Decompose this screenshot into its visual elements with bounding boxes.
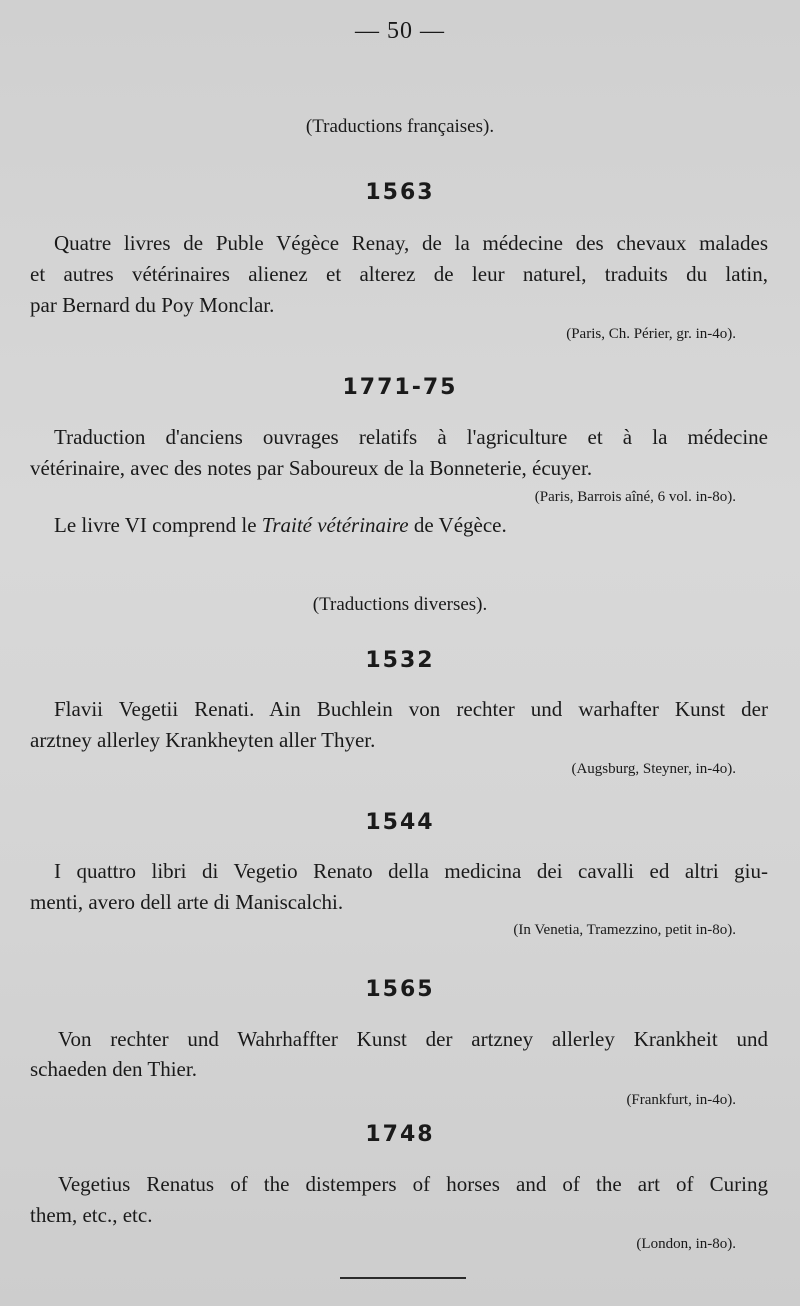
entry-text-line: et autres vétérinaires alienez et alterez de leur naturel, traduits du latin,: [30, 262, 768, 286]
note-text: de Végèce.: [408, 513, 507, 537]
entry-text-line: I quattro libri di Vegetio Renato della medicina dei cavalli ed altri giu-: [54, 859, 768, 883]
entry-text-line: arztney allerley Krankheyten aller Thyer.: [30, 728, 376, 752]
section-heading-other: (Traductions diverses).: [312, 594, 488, 615]
entry-imprint: (Augsburg, Steyner, in-4o).: [571, 761, 736, 777]
entry-text-line: Von rechter und Wahrhaffter Kunst der artzney allerley Krankheit und: [58, 1027, 768, 1051]
entry-text-line: Flavii Vegetii Renati. Ain Buchlein von rechter und warhafter Kunst der: [54, 697, 768, 721]
entry-year: 1544: [365, 810, 435, 835]
entry-text-line: schaeden den Thier.: [30, 1057, 197, 1081]
closing-rule: [340, 1277, 466, 1279]
entry-text-line: par Bernard du Poy Monclar.: [30, 293, 275, 317]
entry-text-line: Traduction d'anciens ouvrages relatifs à l'agriculture et à la médecine: [54, 425, 768, 449]
entry-imprint: (Paris, Ch. Périer, gr. in-4o).: [566, 326, 736, 342]
entry-year: 1748: [365, 1122, 435, 1147]
entry-note: [54, 513, 507, 538]
note-text: Le livre VI comprend le: [54, 513, 262, 537]
entry-text-line: vétérinaire, avec des notes par Saboureux de la Bonneterie, écuyer.: [30, 456, 593, 480]
entry-year: 1532: [365, 648, 435, 673]
entry-year: 1563: [365, 180, 435, 205]
entry-imprint: (Frankfurt, in-4o).: [626, 1092, 736, 1108]
note-italic-title: Traité vétérinaire: [261, 513, 409, 537]
entry-text-line: menti, avero dell arte di Maniscalchi.: [30, 890, 344, 914]
entry-year: 1565: [365, 977, 435, 1002]
section-heading-french: (Traductions françaises).: [305, 116, 495, 137]
entry-imprint: (Paris, Barrois aîné, 6 vol. in-8o).: [534, 489, 736, 505]
page-number: — 50 —: [355, 18, 445, 44]
entry-imprint: (In Venetia, Tramezzino, petit in-8o).: [513, 922, 736, 938]
entry-year: 1771-75: [342, 375, 458, 400]
entry-text-line: them, etc., etc.: [30, 1203, 153, 1227]
entry-text-line: Quatre livres de Puble Végèce Renay, de la médecine des chevaux malades: [54, 231, 768, 255]
entry-imprint: (London, in-8o).: [636, 1236, 736, 1252]
entry-text-line: Vegetius Renatus of the distempers of horses and of the art of Curing: [58, 1172, 768, 1196]
